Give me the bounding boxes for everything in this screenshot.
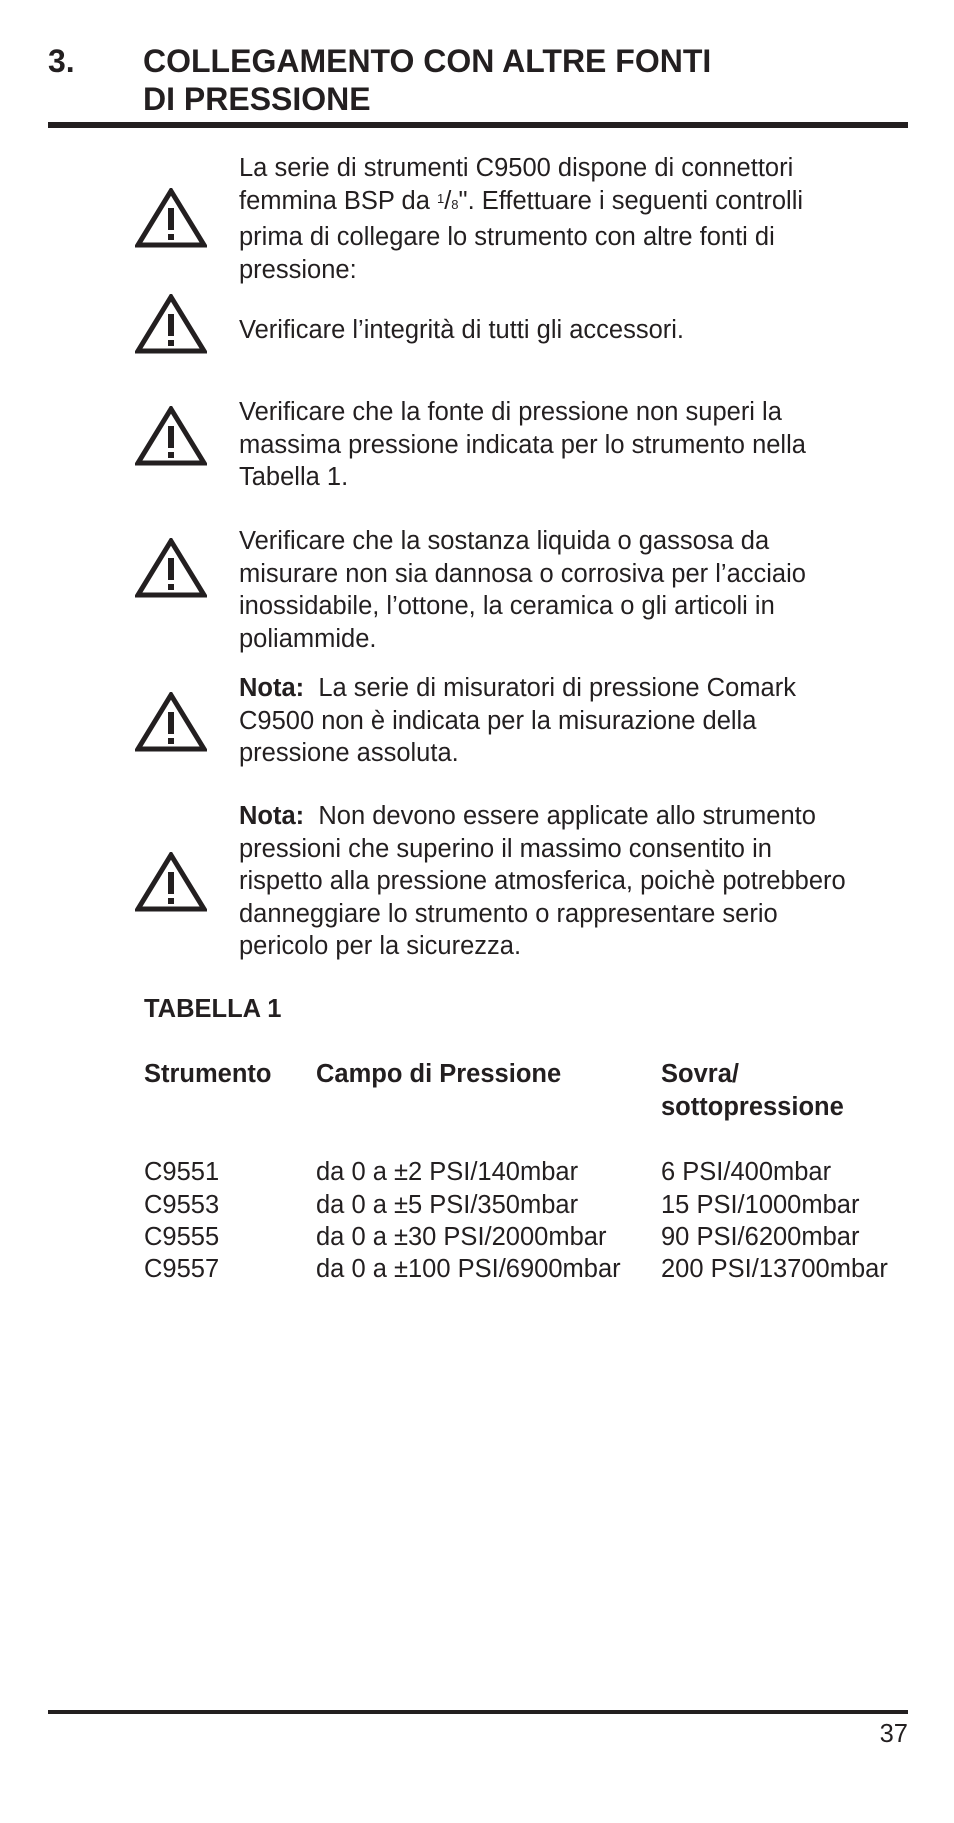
text-line: pressione: [239,255,357,284]
cell-range: da 0 a ±30 PSI/2000mbar [316,1223,607,1251]
heading-divider [48,122,908,128]
column-header-overpressure [661,1058,844,1123]
warning-triangle-icon [135,406,207,466]
section-title-line-1: COLLEGAMENTO CON ALTRE FONTI [143,43,712,79]
warning-text [239,152,909,286]
cell-range: da 0 a ±100 PSI/6900mbar [316,1255,621,1283]
warning-triangle-icon [135,538,207,598]
text-fragment: ". Effettuare i seguenti controlli [458,186,804,215]
section-title-line-2: DI PRESSIONE [143,81,371,117]
header-line: Sovra/ [661,1060,739,1088]
cell-range: da 0 a ±2 PSI/140mbar [316,1158,579,1186]
text-line: danneggiare lo strumento o rappresentare serio [239,899,778,928]
text-line: pressione assoluta. [239,739,459,767]
cell-range: da 0 a ±5 PSI/350mbar [316,1191,579,1219]
text-line: Verificare che la fonte di pressione non superi la [239,398,782,426]
text-line: Verificare che la sostanza liquida o gassosa da [239,527,770,555]
warning-triangle-icon [135,852,207,912]
footer-divider [48,1710,908,1714]
text-fragment: femmina BSP da [239,186,437,215]
warning-triangle-icon [135,188,207,248]
note-label: Nota: [239,674,305,702]
note-label: Nota: [239,802,305,830]
header-line: sottopressione [661,1092,844,1121]
text-line [239,800,909,833]
cell-overpressure: 15 PSI/1000mbar [661,1191,860,1219]
fraction-denominator: 8 [451,196,459,212]
cell-instrument: C9555 [144,1223,220,1251]
text-line: La serie di strumenti C9500 dispone di connettori [239,154,794,182]
warning-text [239,525,909,655]
text-line: Tabella 1. [239,463,349,491]
section-number: 3. [48,43,75,79]
fraction-numerator: 1 [436,190,445,206]
warning-text [239,314,909,347]
text-line: pericolo per la sicurezza. [239,932,522,960]
warning-triangle-icon [135,294,207,354]
text-line: pressioni che superino il massimo consentito in [239,834,772,863]
text-line: massima pressione indicata per lo strumento nella [239,430,806,459]
column-header-instrument: Strumento [144,1060,272,1088]
cell-instrument: C9557 [144,1255,220,1283]
cell-instrument: C9553 [144,1191,220,1219]
warning-text [239,396,909,494]
text-line: inossidabile, l’ottone, la ceramica o gli articoli in [239,592,775,620]
text-line: prima di collegare lo strumento con altre fonti di [239,223,775,251]
section-title [143,42,711,118]
cell-overpressure: 200 PSI/13700mbar [661,1255,888,1283]
text-line: C9500 non è indicata per la misurazione della [239,706,757,735]
warning-text [239,800,909,963]
cell-instrument: C9551 [144,1158,220,1186]
warning-text [239,672,909,770]
table-title: TABELLA 1 [144,995,282,1023]
text-line: misurare non sia dannosa o corrosiva per l’acciaio [239,559,806,588]
text-line: femmina BSP da $^1$/8". Effettuare i seguenti controlli [239,186,804,215]
page-number: 37 [879,1720,908,1748]
text-line: poliammide. [239,624,377,653]
warning-triangle-icon [135,692,207,752]
text-line: rispetto alla pressione atmosferica, poichè potrebbero [239,867,846,895]
cell-overpressure: 6 PSI/400mbar [661,1158,832,1186]
text-line: Verificare l’integrità di tutti gli accessori. [239,316,685,344]
text-fragment: Non devono essere applicate allo strumento [318,802,816,830]
text-fragment: La serie di misuratori di pressione Comark [318,674,796,702]
text-line [239,672,909,705]
column-header-range: Campo di Pressione [316,1060,562,1088]
cell-overpressure: 90 PSI/6200mbar [661,1223,860,1251]
